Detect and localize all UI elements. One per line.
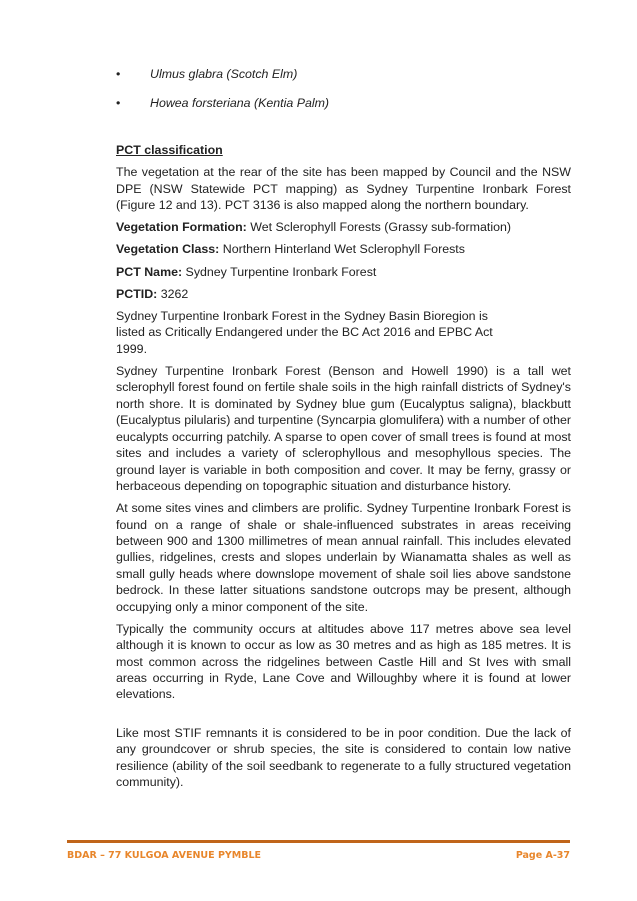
bullet-icon: •: [116, 96, 121, 111]
paragraph: Like most STIF remnants it is considered to be in poor condition. Due the lack of any groundcover or shrub species, the site is considered to contain low native resilience (ability of the soil seedbank to regenerate to a fully structured vegetation community).: [116, 725, 571, 789]
field-value: 3262: [157, 286, 189, 301]
field-value: Sydney Turpentine Ironbark Forest: [182, 264, 377, 279]
section-heading: PCT classification: [116, 142, 223, 157]
paragraph: At some sites vines and climbers are prolific. Sydney Turpentine Ironbark Forest is found on a range of shale or shale-influenced substrates in areas receiving between 900 and 1300 millimetres of mean annual rainfall. This includes elevated gullies, ridgelines, crests and slopes underlain by Wianamatta shales as well as small gully heads where downslope movement of shale soil lies above sandstone bedrock. In these latter situations sandstone outcrops may be present, although occupying only a minor component of the site.: [116, 501, 571, 614]
list-item: [116, 66, 571, 82]
field-value: Northern Hinterland Wet Sclerophyll Forests: [219, 242, 465, 257]
footer-rule: [67, 840, 570, 843]
intro-paragraph: The vegetation at the rear of the site has been mapped by Council and the NSW DPE (NSW Statewide PCT mapping) as Sydney Turpentine Ironbark Forest (Figure 12 and 13). PCT 3136 is also mapped along the northern boundary.: [116, 165, 571, 213]
list-item: [116, 95, 571, 111]
bullet-icon: •: [116, 67, 121, 81]
list-item-text: Ulmus glabra (Scotch Elm): [150, 67, 298, 81]
footer-title: BDAR – 77 KULGOA AVENUE PYMBLE: [67, 850, 262, 861]
paragraph: Typically the community occurs at altitudes above 117 metres above sea level although it is known to occur as low as 30 metres and as high as 185 metres. It is most common across the ridgelines between Castle Hill and St Ives with small areas occurring in Ryde, Lane Cove and Willoughby where it is found at lower elevations.: [116, 621, 571, 702]
footer: [67, 850, 570, 861]
page-content: [116, 66, 571, 796]
field-pctid: [116, 286, 571, 302]
field-vegetation-class: [116, 241, 571, 257]
field-label: PCTID:: [116, 286, 158, 301]
field-label: Vegetation Formation:: [116, 220, 247, 235]
field-pct-name: [116, 264, 571, 280]
paragraph: Sydney Turpentine Ironbark Forest (Benson and Howell 1990) is a tall wet sclerophyll forest found on fertile shale soils in the high rainfall districts of Sydney's north shore. It is dominated by Sydney blue gum (Eucalyptus saligna), blackbutt (Eucalyptus pilularis) and turpentine (Syncarpia glomulifera) with a number of other eucalypts occurring patchily. A sparse to open cover of small trees is found at most sites and includes a variety of sclerophyllous and mesophyllous species. The ground layer is variable in both composition and cover. It may be ferny, grassy or herbaceous depending on topographic situation and disturbance history.: [116, 364, 571, 493]
field-label: PCT Name:: [116, 264, 183, 279]
field-label: Vegetation Class:: [116, 242, 220, 257]
field-value: Wet Sclerophyll Forests (Grassy sub-formation): [246, 220, 511, 235]
paragraph: Sydney Turpentine Ironbark Forest in the Sydney Basin Bioregion is listed as Critically Endangered under the BC Act 2016 and EPBC Act 1999.: [116, 309, 493, 356]
page-number: Page A-37: [515, 850, 570, 861]
species-list: [116, 66, 571, 112]
list-item-text: Howea forsteriana (Kentia Palm): [150, 96, 330, 111]
field-vegetation-formation: [116, 219, 571, 235]
